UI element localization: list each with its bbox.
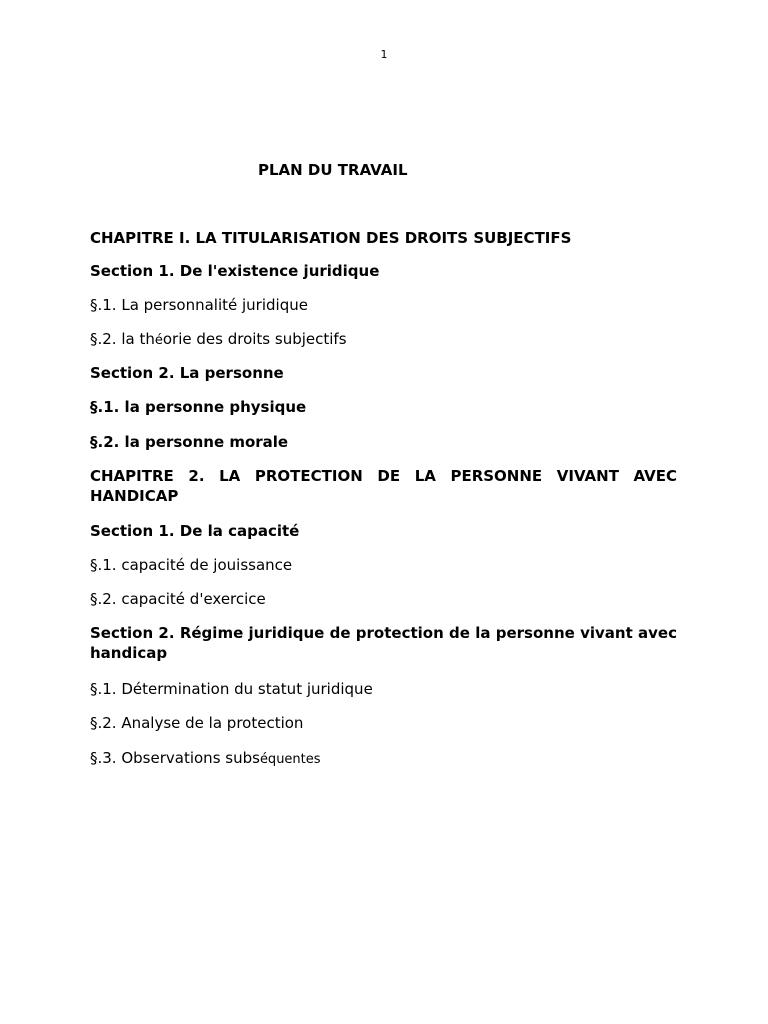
- list-item: §.1. capacité de jouissance: [90, 556, 293, 574]
- section-2-heading: Section 2. Régime juridique de protection de la personne vivant avec handicap: [90, 624, 677, 662]
- page-title: PLAN DU TRAVAIL: [258, 161, 408, 179]
- list-item: §.1. La personnalité juridique: [90, 296, 308, 314]
- section-2-heading: Section 2. La personne: [90, 364, 284, 382]
- list-item: §.2. Analyse de la protection: [90, 714, 304, 732]
- chapter-1-heading: CHAPITRE I. LA TITULARISATION DES DROITS SUBJECTIFS: [90, 229, 572, 247]
- section-1-heading: Section 1. De la capacité: [90, 522, 300, 540]
- list-item: §.2. capacité d'exercice: [90, 590, 266, 608]
- list-item: §.1. Détermination du statut juridique: [90, 680, 373, 698]
- section-1-heading: Section 1. De l'existence juridique: [90, 262, 380, 280]
- list-item: §.1. la personne physique: [90, 398, 307, 416]
- list-item: §.2. la personne morale: [90, 433, 289, 451]
- page-number: 1: [380, 48, 388, 61]
- chapter-2-heading: CHAPITRE 2. LA PROTECTION DE LA PERSONNE VIVANT AVEC HANDICAP: [90, 467, 677, 505]
- list-item: §.2. la théorie des droits subjectifs: [90, 330, 347, 348]
- list-item: §.3. Observations subséquentes: [90, 749, 321, 767]
